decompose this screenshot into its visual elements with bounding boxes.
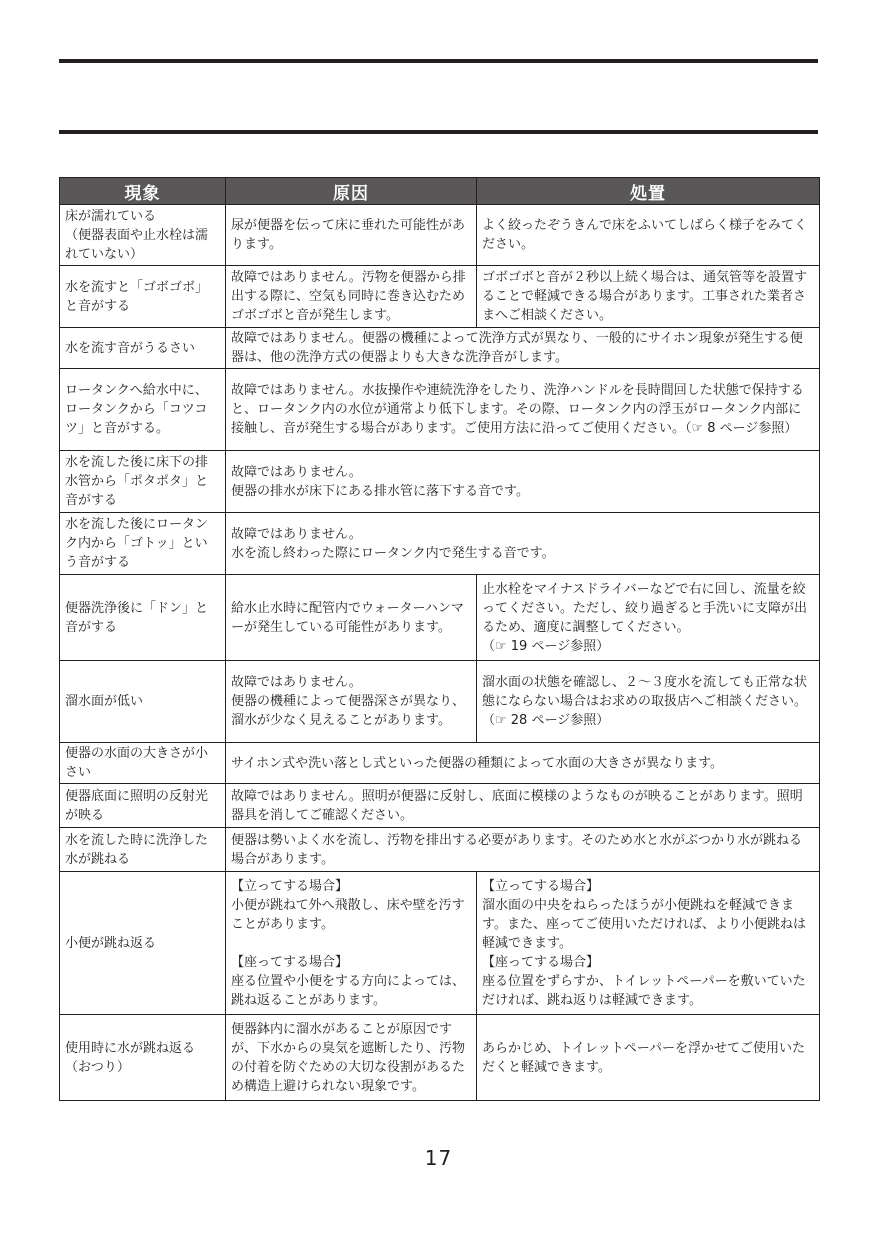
cause-remedy-cell: 故障ではありません。照明が便器に反射し、底面に模様のようなものが映ることがあります。照明器具を消してご確認ください。 — [226, 784, 820, 828]
phenomenon-cell: ロータンクへ給水中に、ロータンクから「コツコツ」と音がする。 — [60, 369, 226, 451]
section-rule — [59, 130, 818, 134]
cause-remedy-cell: 故障ではありません。水抜操作や連続洗浄をしたり、洗浄ハンドルを長時間回した状態で保持すると、ロータンク内の水位が通常より低下します。その際、ロータンク内の浮玉がロータンク内部に接触し、音が発生する場合があります。ご使用方法に沿ってご使用ください。（☞ 8 ページ参照） — [226, 369, 820, 451]
table-row — [60, 369, 820, 451]
table-body — [60, 205, 820, 1101]
table-header-row — [60, 178, 820, 205]
cause-cell: 便器鉢内に溜水があることが原因ですが、下水からの臭気を遮断したり、汚物の付着を防ぐための大切な役割があるため構造上避けられない現象です。 — [226, 1015, 477, 1101]
cause-remedy-cell: サイホン式や洗い落とし式といった便器の種類によって水面の大きさが異なります。 — [226, 743, 820, 784]
phenomenon-cell: 便器底面に照明の反射光が映る — [60, 784, 226, 828]
cause-remedy-cell: 故障ではありません。便器の機種によって洗浄方式が異なり、一般的にサイホン現象が発生する便器は、他の洗浄方式の便器よりも大きな洗浄音がします。 — [226, 328, 820, 369]
remedy-cell: 溜水面の状態を確認し、２～３度水を流しても正常な状態にならない場合はお求めの取扱店へご相談ください。 （☞ 28 ページ参照） — [477, 661, 820, 743]
phenomenon-cell: 水を流した後に床下の排水管から「ポタポタ」と音がする — [60, 451, 226, 513]
phenomenon-cell: 水を流した時に洗浄した水が跳ねる — [60, 828, 226, 872]
table-row — [60, 743, 820, 784]
header-phenomenon: 現象 — [60, 178, 226, 205]
phenomenon-cell: 使用時に水が跳ね返る （おつり） — [60, 1015, 226, 1101]
remedy-cell: よく絞ったぞうきんで床をふいてしばらく様子をみてください。 — [477, 205, 820, 266]
cause-cell: 【立ってする場合】 小便が跳ねて外へ飛散し、床や壁を汚すことがあります。 【座ってする場合】 座る位置や小便をする方向によっては、跳ね返ることがあります。 — [226, 872, 477, 1015]
cause-remedy-cell: 便器は勢いよく水を流し、汚物を排出する必要があります。そのため水と水がぶつかり水が跳ねる場合があります。 — [226, 828, 820, 872]
header-cause: 原因 — [226, 178, 477, 205]
phenomenon-cell: 小便が跳ね返る — [60, 872, 226, 1015]
phenomenon-cell: 水を流すと「ゴボゴボ」と音がする — [60, 266, 226, 328]
cause-remedy-cell: 故障ではありません。 水を流し終わった際にロータンク内で発生する音です。 — [226, 513, 820, 575]
table-row — [60, 872, 820, 1015]
phenomenon-cell: 便器の水面の大きさが小さい — [60, 743, 226, 784]
top-rule — [59, 59, 818, 63]
table-row — [60, 513, 820, 575]
troubleshooting-table — [59, 177, 820, 1101]
remedy-cell: あらかじめ、トイレットペーパーを浮かせてご使用いただくと軽減できます。 — [477, 1015, 820, 1101]
table-row — [60, 328, 820, 369]
remedy-cell: ゴボゴボと音が２秒以上続く場合は、通気管等を設置することで軽減できる場合があります。工事された業者さまへご相談ください。 — [477, 266, 820, 328]
table-row — [60, 828, 820, 872]
table-row — [60, 661, 820, 743]
phenomenon-cell: 便器洗浄後に「ドン」と音がする — [60, 575, 226, 661]
cause-cell: 故障ではありません。汚物を便器から排出する際に、空気も同時に巻き込むためゴボゴボと音が発生します。 — [226, 266, 477, 328]
header-remedy: 処置 — [477, 178, 820, 205]
table-row — [60, 266, 820, 328]
phenomenon-cell: 水を流す音がうるさい — [60, 328, 226, 369]
table-row — [60, 575, 820, 661]
cause-cell: 尿が便器を伝って床に垂れた可能性があります。 — [226, 205, 477, 266]
phenomenon-cell: 溜水面が低い — [60, 661, 226, 743]
cause-cell: 故障ではありません。 便器の機種によって便器深さが異なり、溜水が少なく見えることがあります。 — [226, 661, 477, 743]
remedy-cell: 【立ってする場合】 溜水面の中央をねらったほうが小便跳ねを軽減できます。また、座ってご使用いただければ、より小便跳ねは軽減できます。 【座ってする場合】 座る位置をずらすか、トイレットペーパーを敷いていただければ、跳ね返りは軽減できます。 — [477, 872, 820, 1015]
table-row — [60, 784, 820, 828]
remedy-cell: 止水栓をマイナスドライバーなどで右に回し、流量を絞ってください。ただし、絞り過ぎると手洗いに支障が出るため、適度に調整してください。 （☞ 19 ページ参照） — [477, 575, 820, 661]
table-row — [60, 1015, 820, 1101]
phenomenon-cell: 床が濡れている （便器表面や止水栓は濡れていない） — [60, 205, 226, 266]
cause-remedy-cell: 故障ではありません。 便器の排水が床下にある排水管に落下する音です。 — [226, 451, 820, 513]
phenomenon-cell: 水を流した後にロータンク内から「ゴトッ」という音がする — [60, 513, 226, 575]
table-row — [60, 451, 820, 513]
cause-cell: 給水止水時に配管内でウォーターハンマーが発生している可能性があります。 — [226, 575, 477, 661]
page-number: 17 — [424, 1146, 453, 1170]
table-row — [60, 205, 820, 266]
